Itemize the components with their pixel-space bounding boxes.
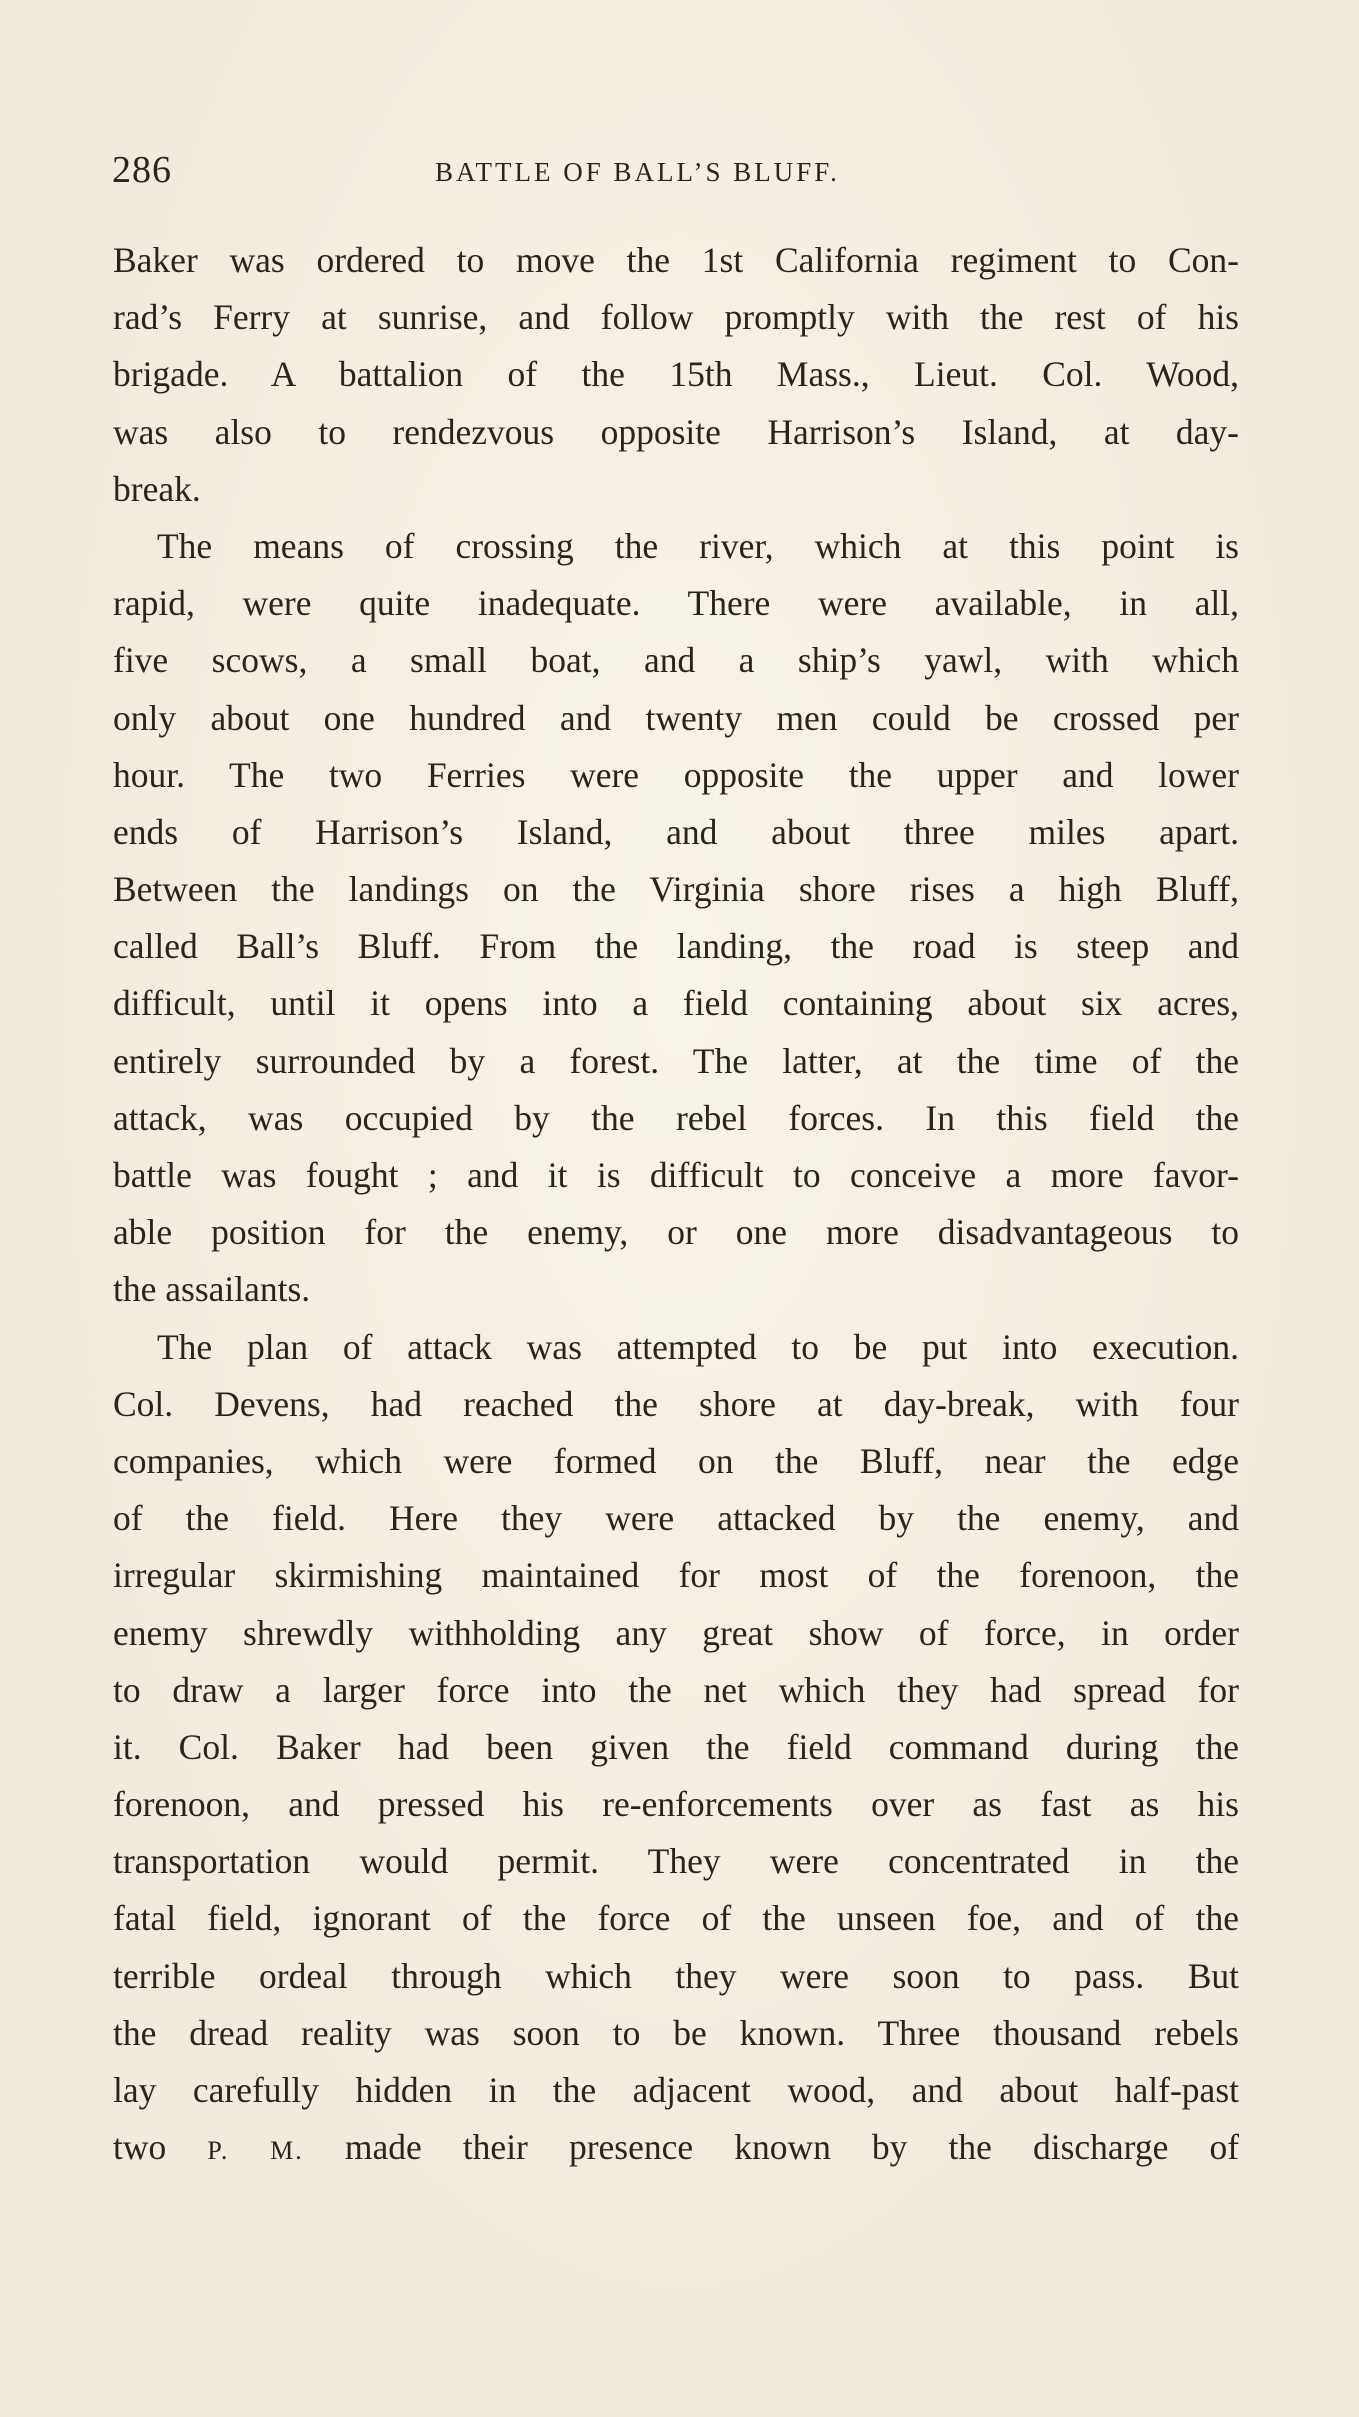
paragraph-first-line: The means of crossing the river, which at this point is bbox=[157, 525, 1239, 566]
text-line: companies, which were formed on the Bluff, near the edge bbox=[113, 1440, 1239, 1481]
text-line: of the field. Here they were attacked by the enemy, and bbox=[113, 1498, 1239, 1539]
text-line: brigade. A battalion of the 15th Mass., Lieut. Col. Wood, bbox=[113, 354, 1239, 395]
text-span: made their presence known by the discharge of bbox=[344, 2127, 1239, 2168]
text-line: enemy shrewdly withholding any great show of force, in order bbox=[113, 1612, 1239, 1653]
text-line: Between the landings on the Virginia shore rises a high Bluff, bbox=[113, 869, 1239, 910]
text-line: entirely surrounded by a forest. The latter, at the time of the bbox=[113, 1040, 1239, 1081]
text-line: terrible ordeal through which they were soon to pass. But bbox=[113, 1955, 1239, 1996]
text-line: rad’s Ferry at sunrise, and follow promptly with the rest of his bbox=[113, 297, 1239, 338]
body-text bbox=[113, 232, 1239, 2176]
text-line: rapid, were quite inadequate. There were available, in all, bbox=[113, 583, 1239, 624]
page-number: 286 bbox=[112, 149, 172, 191]
text-line: Col. Devens, had reached the shore at day-break, with four bbox=[113, 1383, 1239, 1424]
text-line: fatal field, ignorant of the force of the unseen foe, and of the bbox=[113, 1898, 1239, 1939]
text-line: irregular skirmishing maintained for most of the forenoon, the bbox=[113, 1555, 1239, 1596]
text-line: difficult, until it opens into a field containing about six acres, bbox=[113, 983, 1239, 1024]
text-line: transportation would permit. They were concentrated in the bbox=[113, 1841, 1239, 1882]
text-line: was also to rendezvous opposite Harrison’s Island, at day- bbox=[113, 411, 1239, 452]
text-line: Baker was ordered to move the 1st California regiment to Con- bbox=[113, 240, 1239, 280]
text-line: the assailants. bbox=[113, 1269, 311, 1310]
text-line: battle was fought ; and it is difficult to conceive a more favor- bbox=[113, 1155, 1239, 1195]
text-line: five scows, a small boat, and a ship’s yawl, with which bbox=[113, 640, 1239, 681]
text-line: to draw a larger force into the net which they had spread for bbox=[113, 1669, 1239, 1710]
text-line: called Ball’s Bluff. From the landing, the road is steep and bbox=[113, 926, 1239, 967]
text-line: forenoon, and pressed his re-enforcements over as fast as his bbox=[113, 1784, 1239, 1825]
text-line: lay carefully hidden in the adjacent wood, and about half-past bbox=[113, 2070, 1239, 2110]
text-line: ends of Harrison’s Island, and about three miles apart. bbox=[113, 811, 1239, 852]
text-line: hour. The two Ferries were opposite the upper and lower bbox=[113, 754, 1239, 795]
text-line: able position for the enemy, or one more disadvantageous to bbox=[113, 1212, 1239, 1253]
text-line: it. Col. Baker had been given the field command during the bbox=[113, 1726, 1239, 1767]
running-title: BATTLE OF BALL’S BLUFF. bbox=[435, 157, 840, 187]
time-abbreviation: P. M. bbox=[207, 2136, 304, 2166]
text-line bbox=[113, 2119, 1239, 2176]
paragraph-first-line: The plan of attack was attempted to be put into execution. bbox=[157, 1326, 1239, 1367]
text-line: break. bbox=[113, 468, 201, 509]
text-span: two bbox=[113, 2127, 167, 2168]
text-line: attack, was occupied by the rebel forces. In this field the bbox=[113, 1097, 1239, 1138]
running-head bbox=[112, 148, 1242, 198]
text-line: only about one hundred and twenty men could be crossed per bbox=[113, 697, 1239, 738]
text-line: the dread reality was soon to be known. Three thousand rebels bbox=[113, 2012, 1239, 2053]
